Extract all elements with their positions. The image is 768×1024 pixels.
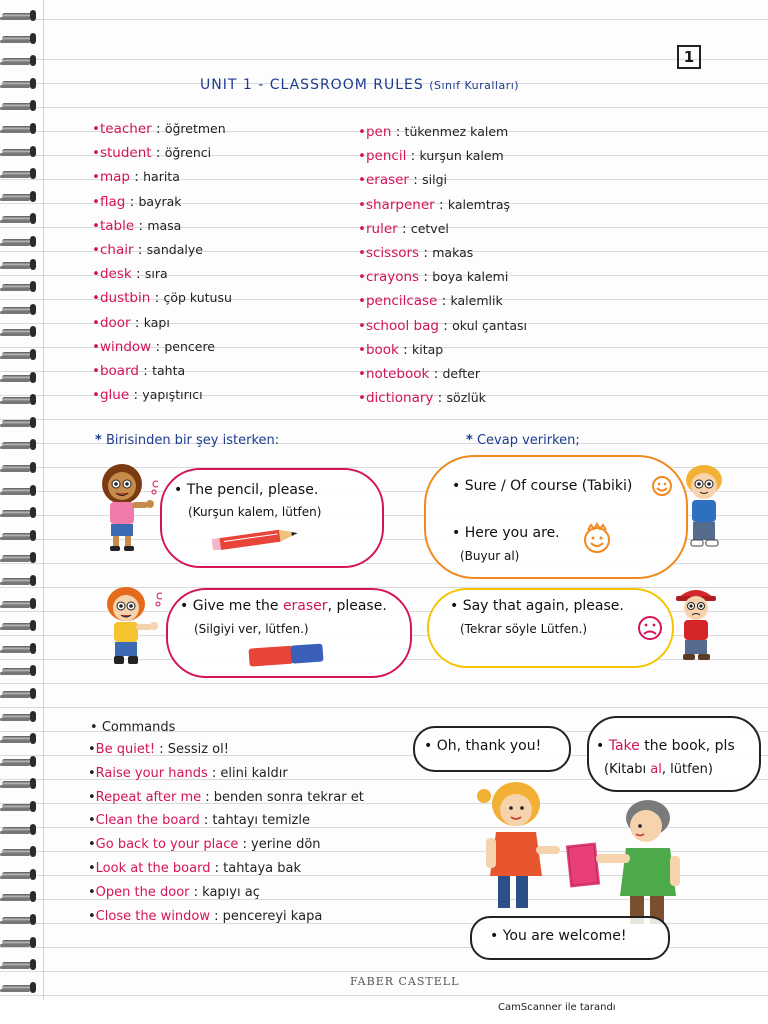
spiral-ring [0, 347, 40, 363]
girl-pointing-illustration [96, 462, 158, 552]
pencil-icon [210, 528, 302, 550]
spiral-ring [0, 324, 40, 340]
vocab-english: sharpener [365, 196, 435, 213]
vocab-turkish: okul çantası [452, 317, 527, 333]
vocab-turkish: cetvel [410, 220, 449, 236]
vocab-turkish: kalemtraş [447, 196, 511, 212]
command-english: Repeat after me [95, 789, 202, 805]
scanner-watermark: CamScanner ile tarandı [498, 1002, 616, 1013]
vocab-turkish: öğrenci [164, 145, 212, 161]
vocab-item: •sharpener : kalemtraş [358, 196, 511, 213]
spiral-ring [0, 867, 40, 883]
bubble-eraser-line1: • Give me the eraser, please. [180, 598, 387, 614]
vocab-english: pen [365, 124, 392, 140]
command-turkish: yerine dön [251, 837, 321, 853]
title-main: UNIT 1 - CLASSROOM RULES [200, 77, 424, 93]
section-commands-label: Commands [101, 720, 176, 735]
spiral-ring [0, 415, 40, 431]
bubble-again-text: Say that again, please. [462, 598, 624, 614]
vocab-turkish: kapı [143, 314, 170, 330]
vocab-english: school bag [365, 317, 439, 334]
vocab-turkish: makas [432, 245, 474, 260]
vocab-item: •dictionary : sözlük [358, 390, 486, 407]
vocab-turkish: sözlük [446, 390, 486, 406]
command-turkish: Sessiz ol! [167, 742, 229, 757]
spiral-ring [0, 257, 40, 273]
eraser-icon [245, 640, 329, 670]
bubble-welcome-text: You are welcome! [502, 928, 627, 944]
bubble-pencil-text: The pencil, please. [186, 482, 319, 498]
vocab-turkish: sandalye [146, 242, 203, 257]
command-english: Clean the board [95, 813, 200, 829]
spiral-ring [0, 211, 40, 227]
spiral-ring [0, 957, 40, 973]
bubble-take-mid: the book, pls [639, 738, 735, 754]
command-turkish: elini kaldır [220, 765, 288, 781]
bubble-again-line2: (Tekrar söyle Lütfen.) [460, 622, 588, 636]
vocab-english: dictionary [365, 390, 434, 407]
vocab-english: board [99, 363, 139, 379]
vocab-english: dustbin [99, 290, 151, 307]
spiral-ring [0, 98, 40, 114]
vocab-english: ruler [365, 220, 398, 237]
vocab-english: door [99, 314, 131, 331]
vocab-item: •window : pencere [92, 338, 215, 355]
bubble-take-keyword2: al [650, 762, 662, 777]
bubble-welcome-line1: • You are welcome! [490, 928, 627, 944]
spiral-ring [0, 53, 40, 69]
vocab-item: •ruler : cetvel [358, 220, 449, 237]
bubble-sure-line1: • Sure / Of course (Tabiki) [452, 478, 633, 494]
vocab-turkish: tükenmez kalem [404, 124, 509, 139]
vocab-english: map [99, 169, 130, 186]
vocab-english: crayons [365, 269, 420, 286]
vocab-english: window [99, 338, 152, 355]
page-number: 1 [677, 45, 701, 69]
vocab-turkish: yapıştırıcı [142, 387, 203, 403]
vocab-turkish: pencere [164, 338, 215, 354]
vocab-item: •map : harita [92, 169, 180, 186]
spiral-ring [0, 189, 40, 205]
spiral-ring [0, 754, 40, 770]
bubble-thanks-text: Oh, thank you! [436, 738, 542, 754]
spiral-ring [0, 76, 40, 92]
vocab-item: •book : kitap [358, 341, 444, 358]
command-item: •Go back to your place : yerine dön [88, 837, 321, 853]
vocab-item: •pencil : kurşun kalem [358, 148, 504, 165]
command-english: Close the window [95, 908, 211, 924]
spiral-ring [0, 776, 40, 792]
vocab-turkish: çöp kutusu [163, 290, 232, 306]
section-asking-label: Birisinden bir şey isterken: [105, 433, 280, 448]
bubble-eraser-line2: (Silgiyi ver, lütfen.) [194, 622, 309, 636]
bubble-pencil-line2: (Kurşun kalem, lütfen) [188, 505, 322, 519]
vocab-item: •dustbin : çöp kutusu [92, 290, 232, 307]
command-turkish: pencereyi kapa [222, 908, 323, 924]
command-item: •Open the door : kapıyı aç [88, 884, 260, 900]
command-english: Raise your hands [95, 765, 208, 781]
spiral-ring [0, 370, 40, 386]
bubble-here-line1: • Here you are. [452, 525, 560, 541]
vocab-turkish: silgi [422, 172, 448, 188]
girl-receiving-book-illustration [470, 776, 570, 916]
vocab-english: table [99, 217, 135, 234]
vocab-item: •pen : tükenmez kalem [358, 124, 509, 140]
command-english: Look at the board [95, 861, 211, 876]
bubble-take-line1: • Take the book, pls [596, 738, 735, 754]
vocab-item: •eraser : silgi [358, 172, 448, 189]
spiral-ring [0, 935, 40, 951]
spiral-ring [0, 483, 40, 499]
command-turkish: tahtayı temizle [212, 813, 310, 829]
vocab-turkish: defter [442, 366, 480, 381]
section-answering-label: Cevap verirken; [476, 433, 580, 448]
spiral-ring [0, 980, 40, 996]
spiral-ring [0, 799, 40, 815]
spiral-ring [0, 528, 40, 544]
command-turkish: kapıyı aç [202, 884, 260, 900]
vocab-item: •teacher : öğretmen [92, 121, 226, 137]
vocab-item: •table : masa [92, 217, 182, 234]
vocab-english: book [365, 341, 399, 358]
vocab-english: teacher [99, 121, 152, 137]
vocab-turkish: masa [147, 217, 182, 233]
sad-face-icon [636, 614, 664, 642]
smiley-icon [580, 522, 614, 556]
spiral-ring [0, 302, 40, 318]
vocab-item: •board : tahta [92, 363, 186, 379]
vocab-english: eraser [365, 172, 409, 189]
spiral-binding [0, 0, 48, 1000]
command-item: •Raise your hands : elini kaldır [88, 765, 288, 781]
speech-bubble-take [587, 716, 761, 792]
boy-giving-book-illustration [590, 796, 690, 926]
smiley-icon [650, 474, 674, 498]
vocab-turkish: kurşun kalem [419, 148, 504, 164]
vocab-item: •notebook : defter [358, 366, 480, 382]
command-item: •Be quiet! : Sessiz ol! [88, 742, 229, 757]
vocab-english: pencilcase [365, 293, 438, 310]
bubble-take-post2: , lütfen) [661, 762, 713, 777]
spiral-ring [0, 596, 40, 612]
vocab-english: chair [99, 242, 134, 258]
vocab-turkish: boya kalemi [432, 269, 509, 285]
command-item: •Close the window : pencereyi kapa [88, 908, 323, 924]
spiral-ring [0, 460, 40, 476]
vocab-english: flag [99, 193, 126, 210]
vocab-item: •crayons : boya kalemi [358, 269, 509, 286]
spiral-ring [0, 505, 40, 521]
command-item: •Clean the board : tahtayı temizle [88, 813, 310, 829]
vocab-english: notebook [365, 366, 430, 382]
spiral-ring [0, 437, 40, 453]
spiral-ring [0, 618, 40, 634]
vocab-item: •glue : yapıştırıcı [92, 387, 203, 404]
spiral-ring [0, 709, 40, 725]
bubble-eraser-post: , please. [327, 598, 387, 614]
command-turkish: benden sonra tekrar et [213, 789, 364, 805]
vocab-item: •scissors : makas [358, 245, 474, 261]
vocab-english: desk [99, 266, 132, 283]
section-answering: * Cevap verirken; [466, 433, 580, 448]
title-sub: (Sınıf Kuralları) [429, 79, 520, 92]
section-asking: * Birisinden bir şey isterken: [95, 433, 280, 448]
section-commands: • Commands [90, 720, 176, 735]
vocab-english: pencil [365, 148, 407, 165]
boy-blond-illustration [680, 462, 730, 554]
spiral-ring [0, 686, 40, 702]
command-item: •Look at the board : tahtaya bak [88, 861, 302, 876]
bubble-take-keyword: Take [608, 738, 640, 754]
vocab-item: •school bag : okul çantası [358, 317, 527, 334]
vocab-turkish: sıra [144, 266, 168, 282]
vocab-item: •flag : bayrak [92, 193, 182, 210]
bubble-take-line2 [604, 762, 713, 777]
vocab-item: •student : öğrenci [92, 145, 212, 162]
spiral-ring [0, 731, 40, 747]
vocab-english: scissors [365, 245, 420, 261]
command-turkish: tahtaya bak [223, 861, 302, 876]
vocab-item: •door : kapı [92, 314, 170, 331]
bubble-thanks-line1: • Oh, thank you! [424, 738, 542, 754]
spiral-ring [0, 550, 40, 566]
vocab-item: •chair : sandalye [92, 242, 203, 258]
spiral-ring [0, 31, 40, 47]
boy-pointing-illustration [100, 584, 162, 668]
spiral-ring [0, 234, 40, 250]
bubble-take-pre2: (Kitabı [604, 762, 651, 777]
spiral-ring [0, 392, 40, 408]
vocab-item: •desk : sıra [92, 266, 168, 283]
spiral-ring [0, 8, 40, 24]
bubble-eraser-pre: Give me the [192, 598, 283, 614]
spiral-ring [0, 573, 40, 589]
spiral-ring [0, 279, 40, 295]
spiral-ring [0, 663, 40, 679]
bubble-here-line2: (Buyur al) [460, 549, 520, 563]
vocab-turkish: kitap [412, 341, 444, 357]
vocab-turkish: harita [143, 169, 180, 185]
bubble-here-text: Here you are. [464, 525, 560, 541]
command-english: Go back to your place [95, 837, 239, 853]
spiral-ring [0, 822, 40, 838]
spiral-ring [0, 641, 40, 657]
bubble-eraser-keyword: eraser [282, 598, 328, 614]
vocab-turkish: öğretmen [164, 121, 226, 136]
bubble-sure-text: Sure / Of course (Tabiki) [464, 478, 633, 494]
command-english: Open the door [95, 884, 190, 900]
spiral-ring [0, 889, 40, 905]
vocab-item: •pencilcase : kalemlik [358, 293, 503, 310]
command-item: •Repeat after me : benden sonra tekrar et [88, 789, 364, 805]
vocab-turkish: bayrak [138, 193, 182, 209]
spiral-ring [0, 166, 40, 182]
boy-cap-illustration [672, 582, 720, 664]
bubble-pencil-line1: • The pencil, please. [174, 482, 319, 498]
spiral-ring [0, 844, 40, 860]
vocab-english: glue [99, 387, 130, 404]
command-english: Be quiet! [95, 742, 156, 757]
spiral-ring [0, 912, 40, 928]
brand-logo: FABER CASTELL [350, 975, 460, 988]
spiral-ring [0, 121, 40, 137]
vocab-turkish: tahta [152, 363, 186, 378]
bubble-again-line1: • Say that again, please. [450, 598, 624, 614]
vocab-turkish: kalemlik [450, 293, 503, 309]
page-title [200, 77, 519, 93]
spiral-ring [0, 144, 40, 160]
vocab-english: student [99, 145, 152, 162]
